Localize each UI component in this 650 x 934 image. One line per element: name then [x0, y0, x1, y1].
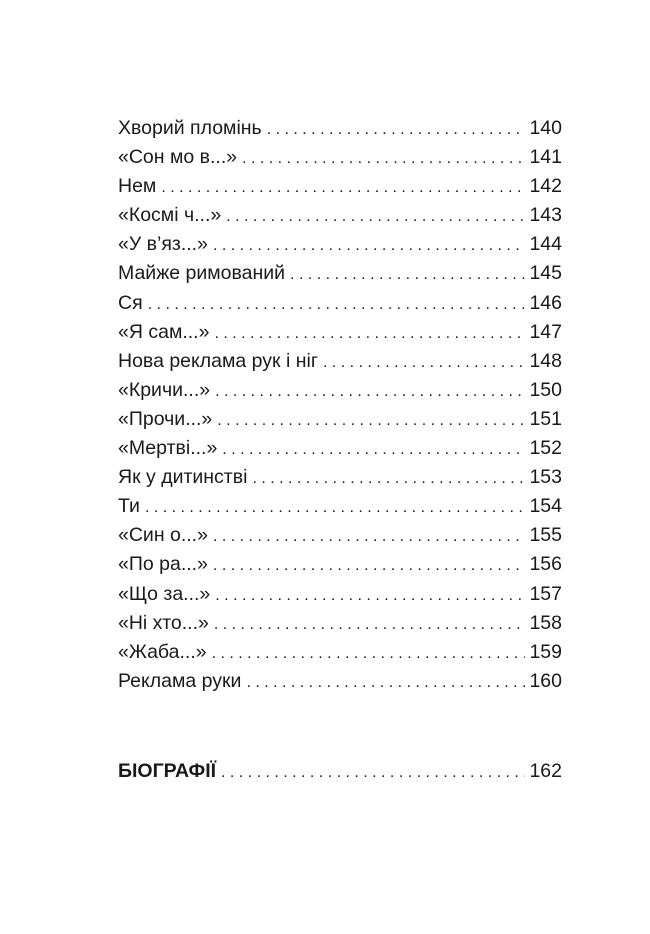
toc-leader-dots	[214, 319, 525, 348]
toc-entry-title: Ся	[118, 291, 143, 314]
toc-leader-dots	[212, 639, 526, 668]
toc-entry	[118, 347, 562, 376]
toc-entry-page: 158	[529, 611, 562, 634]
toc-entry-page: 160	[529, 669, 562, 692]
toc-leader-dots	[213, 551, 526, 580]
toc-entry	[118, 289, 562, 318]
toc-entry-title: Як у дитинстві	[118, 466, 248, 489]
toc-entry	[118, 580, 562, 609]
toc-leader-dots	[145, 493, 526, 522]
toc-entry-page: 156	[529, 553, 562, 576]
toc-entry-title: Реклама руки	[118, 669, 242, 692]
toc-entry	[118, 376, 562, 405]
toc-entry	[118, 259, 562, 288]
toc-leader-dots	[215, 377, 525, 406]
toc-entry-title: Ти	[118, 495, 140, 518]
toc-entry-title: Хворий пломінь	[118, 117, 262, 139]
toc-entry-title: «Прочи...»	[118, 407, 213, 430]
toc-entry-page: 153	[529, 466, 562, 489]
toc-entry	[118, 434, 562, 463]
toc-entry-page: 157	[529, 582, 562, 605]
toc-entry-title: Майже римований	[118, 262, 286, 285]
toc-leader-dots	[252, 464, 525, 493]
toc-entry	[118, 230, 562, 259]
toc-entry-title: Нова реклама рук і ніг	[118, 349, 318, 372]
toc-leader-dots	[242, 144, 525, 173]
toc-entry-title: «Сон мо в...»	[118, 146, 238, 169]
toc-entry-title: Нем	[118, 175, 157, 198]
table-of-contents	[118, 114, 562, 696]
toc-leader-dots	[246, 668, 525, 697]
toc-entry	[118, 609, 562, 638]
toc-entry-title: «Ні хто...»	[118, 611, 209, 634]
toc-leader-dots	[323, 348, 526, 377]
toc-entry-page: 141	[529, 146, 562, 169]
toc-entry	[118, 143, 562, 172]
toc-entry	[118, 114, 562, 143]
toc-entry-title: «Я сам...»	[118, 320, 210, 343]
toc-section-entry	[118, 757, 562, 786]
toc-entry-page: 150	[529, 378, 562, 401]
toc-leader-dots	[290, 260, 525, 289]
toc-entry-page: 142	[529, 175, 562, 198]
toc-entry	[118, 638, 562, 667]
toc-leader-dots	[213, 231, 526, 260]
toc-leader-dots	[222, 435, 525, 464]
toc-leader-dots	[226, 202, 525, 231]
toc-entry	[118, 463, 562, 492]
toc-leader-dots	[161, 173, 525, 202]
toc-entry	[118, 550, 562, 579]
toc-entry-page: 144	[529, 233, 562, 256]
toc-entry-page: 155	[529, 524, 562, 547]
toc-entry-title: «Жаба...»	[118, 640, 207, 663]
toc-entry	[118, 405, 562, 434]
toc-entry	[118, 318, 562, 347]
toc-entry-page: 143	[529, 204, 562, 227]
toc-entry-page: 147	[529, 320, 562, 343]
toc-entry	[118, 201, 562, 230]
toc-entry-title: «Що за...»	[118, 582, 211, 605]
toc-leader-dots	[213, 522, 526, 551]
toc-entry	[118, 492, 562, 521]
toc-entry-page: 152	[529, 437, 562, 460]
toc-entry	[118, 172, 562, 201]
toc-entry	[118, 521, 562, 550]
toc-leader-dots	[148, 290, 526, 319]
toc-entry-page: 145	[529, 262, 562, 285]
toc-entry	[118, 667, 562, 696]
toc-entry-page: 148	[529, 349, 562, 372]
toc-entry-page: 154	[529, 495, 562, 518]
toc-leader-dots	[267, 115, 526, 144]
toc-entry-title: «Космі ч...»	[118, 204, 222, 227]
toc-entry-title: «По ра...»	[118, 553, 208, 576]
toc-section-title: БІОГРАФІЇ	[118, 760, 216, 782]
toc-entry-title: «Кричи...»	[118, 378, 211, 401]
toc-entry-title: «Син о...»	[118, 524, 208, 547]
toc-entry-page: 140	[529, 117, 562, 139]
toc-leader-dots	[215, 581, 525, 610]
toc-entry-title: «У в’яз...»	[118, 233, 208, 256]
toc-section-page: 162	[529, 760, 562, 782]
toc-entry-page: 151	[529, 407, 562, 430]
toc-leader-dots	[214, 610, 526, 639]
toc-leader-dots	[221, 758, 525, 787]
toc-entry-page: 159	[529, 640, 562, 663]
toc-section-biographies	[118, 757, 562, 786]
toc-leader-dots	[217, 406, 525, 435]
toc-entry-page: 146	[529, 291, 562, 314]
toc-entry-title: «Мертві...»	[118, 437, 218, 460]
